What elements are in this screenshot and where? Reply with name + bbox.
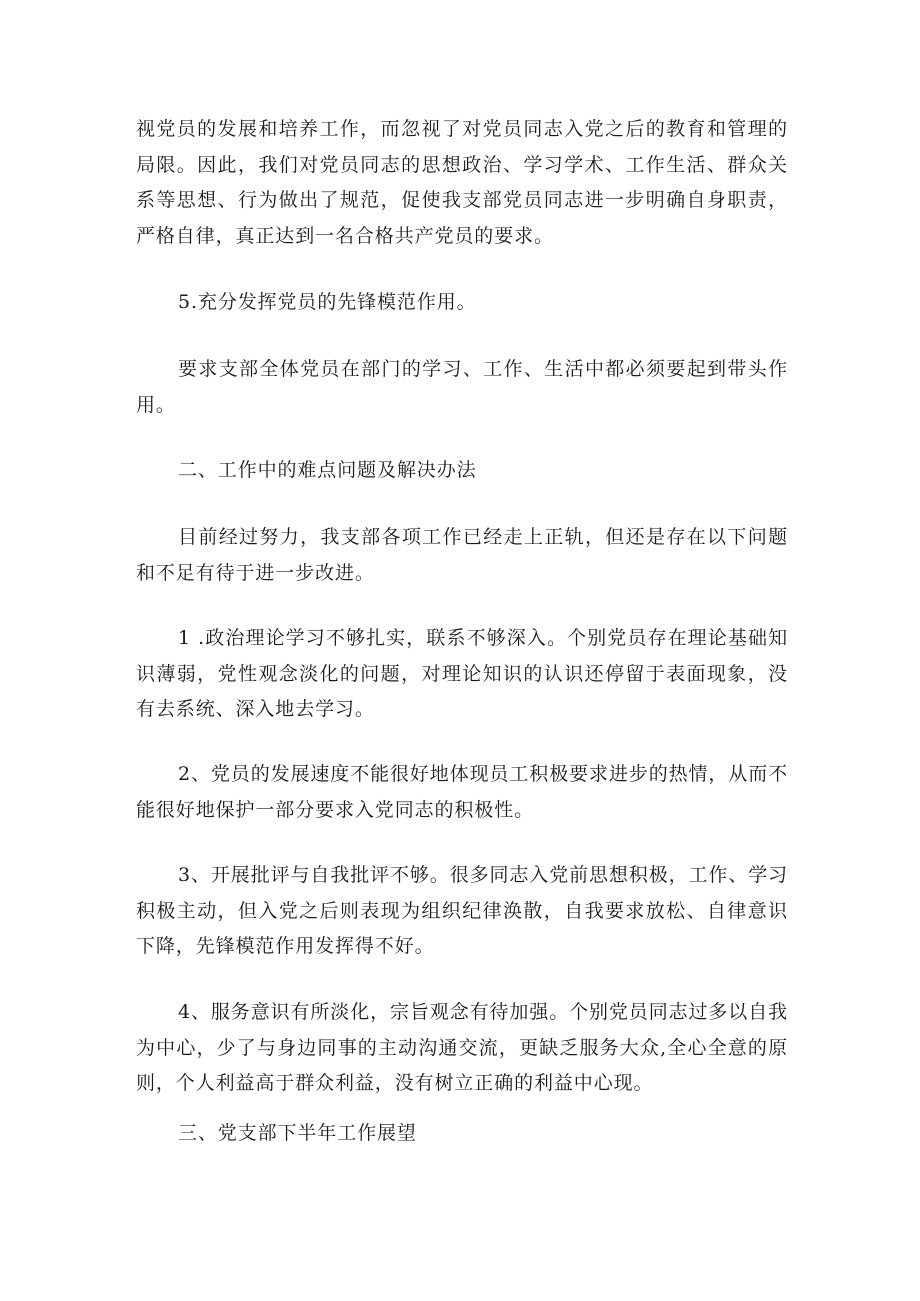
paragraph-continuation: 视党员的发展和培养工作，而忽视了对党员同志入党之后的教育和管理的局限。因此，我们对党员同志的思想政治、学习学术、工作生活、群众关系等思想、行为做出了规范，促使我支部党员同志进一步明确自身职责，严格自律，真正达到一名合格共产党员的要求。 bbox=[136, 118, 788, 247]
paragraph-problem-3: 3、开展批评与自我批评不够。很多同志入党前思想积极，工作、学习积极主动，但入党之后则表现为组织纪律涣散，自我要求放松、自律意识下降，先锋模范作用发挥得不好。 bbox=[136, 864, 788, 957]
section-heading-2: 二、工作中的难点问题及解决办法 bbox=[178, 459, 477, 481]
paragraph-item-5-body: 要求支部全体党员在部门的学习、工作、生活中都必须要起到带头作用。 bbox=[136, 358, 788, 416]
paragraph-problem-2: 2、党员的发展速度不能很好地体现员工积极要求进步的热情，从而不能很好地保护一部分要求入党同志的积极性。 bbox=[136, 763, 788, 821]
section-heading-3: 三、党支部下半年工作展望 bbox=[178, 1122, 417, 1144]
paragraph-item-5-heading: 5.充分发挥党员的先锋模范作用。 bbox=[178, 291, 477, 313]
paragraph-intro: 目前经过努力，我支部各项工作已经走上正轨，但还是存在以下问题和不足有待于进一步改进。 bbox=[136, 526, 788, 584]
paragraph-problem-4: 4、服务意识有所淡化，宗旨观念有待加强。个别党员同志过多以自我为中心，少了与身边同事的主动沟通交流，更缺乏服务大众,全心全意的原则，个人利益高于群众利益，没有树立正确的利益中心现。 bbox=[136, 1001, 788, 1094]
paragraph-problem-1: 1 .政治理论学习不够扎实，联系不够深入。个别党员存在理论基础知识薄弱，党性观念淡化的问题，对理论知识的认识还停留于表面现象，没有去系统、深入地去学习。 bbox=[136, 627, 788, 720]
